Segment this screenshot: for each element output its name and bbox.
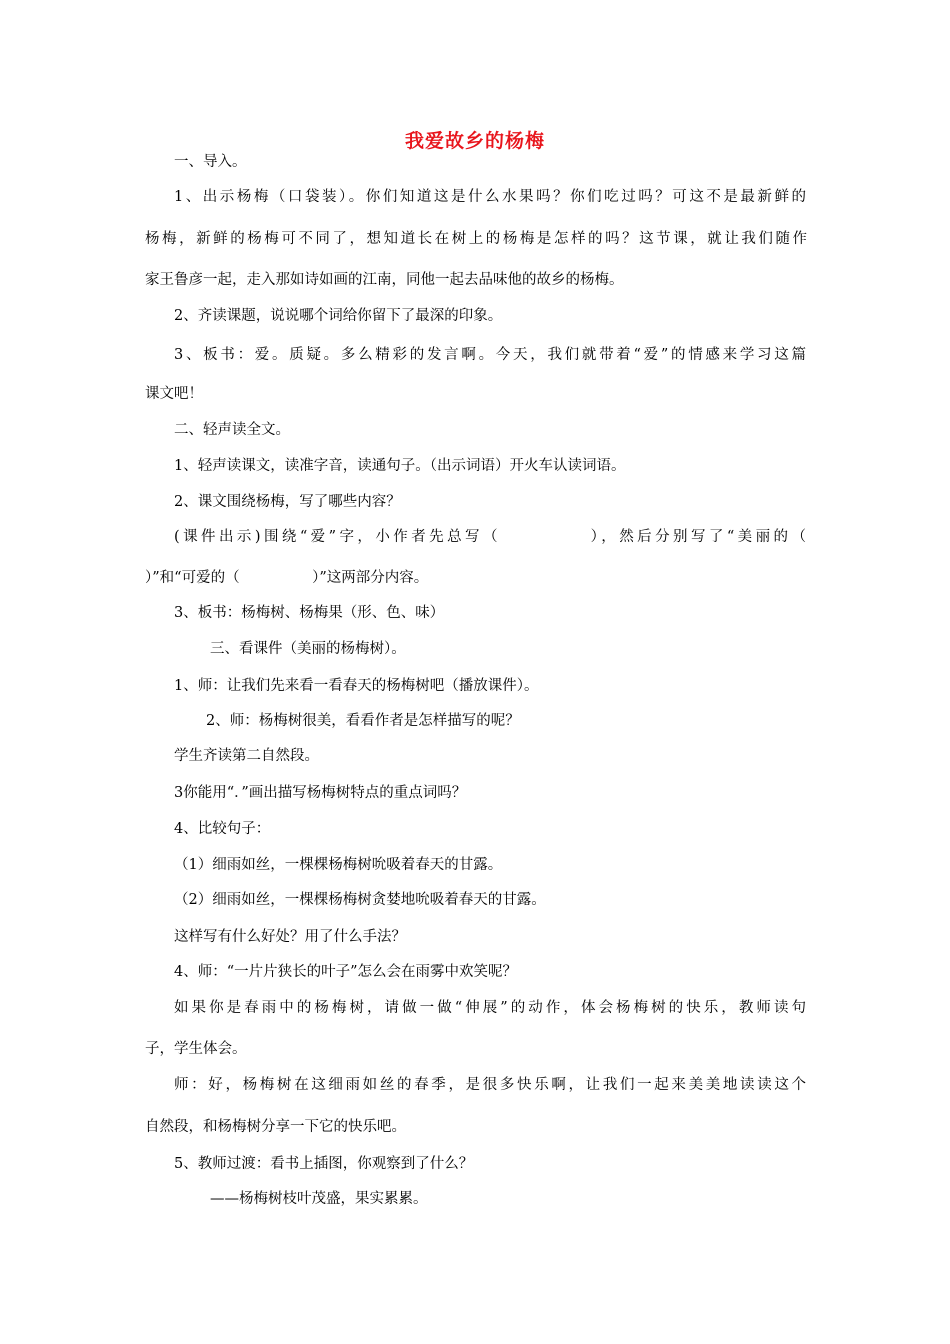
paragraph-line: 4、比较句子：: [174, 821, 271, 837]
paragraph-line: 3你能用“．”画出描写杨梅树特点的重点词吗？: [174, 785, 467, 801]
paragraph-line: 5、教师过渡：看书上插图，你观察到了什么？: [174, 1156, 474, 1172]
paragraph-line: 杨梅，新鲜的杨梅可不同了，想知道长在树上的杨梅是怎样的吗？这节课，就让我们随作: [145, 231, 807, 247]
paragraph-line: 2、齐读课题，说说哪个词给你留下了最深的印象。: [174, 308, 503, 324]
paragraph-line: 1、师：让我们先来看一看春天的杨梅树吧（播放课件）。: [174, 678, 539, 694]
section-heading-intro: 一、导入。: [174, 154, 247, 170]
section-heading-read: 二、轻声读全文。: [174, 422, 290, 438]
paragraph-line: 这样写有什么好处？用了什么手法？: [174, 929, 406, 945]
paragraph-line: 如果你是春雨中的杨梅树，请做一做“伸展”的动作，体会杨梅树的快乐，教师读句: [174, 1000, 806, 1016]
paragraph-line: （1）细雨如丝，一棵棵杨梅树吮吸着春天的甘露。: [174, 857, 503, 873]
paragraph-line: 课文吧！: [145, 386, 203, 402]
paragraph-line: 1、轻声读课文，读准字音，读通句子。（出示词语）开火车认读词语。: [174, 458, 626, 474]
section-heading-courseware: 三、看课件（美丽的杨梅树）。: [210, 641, 406, 657]
paragraph-line: 2、课文围绕杨梅，写了哪些内容？: [174, 494, 401, 510]
paragraph-line: ）”和“可爱的（ ）”这两部分内容。: [145, 570, 429, 586]
paragraph-line: 3、板书：杨梅树、杨梅果（形、色、味）: [174, 605, 445, 621]
paragraph-line: 3、板书：爱。质疑。多么精彩的发言啊。今天，我们就带着“爱”的情感来学习这篇: [174, 347, 806, 363]
paragraph-line: 师：好，杨梅树在这细雨如丝的春季，是很多快乐啊，让我们一起来美美地读读这个: [174, 1077, 806, 1093]
paragraph-line: 学生齐读第二自然段。: [174, 748, 319, 764]
paragraph-line: 4、师：“一片片狭长的叶子”怎么会在雨雾中欢笑呢？: [174, 964, 518, 980]
paragraph-line: (课件出示)围绕“爱”字，小作者先总写（ ），然后分别写了“美丽的（: [174, 529, 806, 545]
paragraph-line: 2、师：杨梅树很美，看看作者是怎样描写的呢？: [206, 713, 520, 729]
paragraph-line: 家王鲁彦一起，走入那如诗如画的江南，同他一起去品味他的故乡的杨梅。: [145, 272, 624, 288]
paragraph-line: ——杨梅树枝叶茂盛，果实累累。: [210, 1191, 428, 1207]
paragraph-line: 自然段，和杨梅树分享一下它的快乐吧。: [145, 1119, 406, 1135]
document-title: 我爱故乡的杨梅: [404, 130, 545, 152]
paragraph-line: 子，学生体会。: [145, 1041, 247, 1057]
paragraph-line: （2）细雨如丝，一棵棵杨梅树贪婪地吮吸着春天的甘露。: [174, 892, 546, 908]
paragraph-line: 1、出示杨梅（口袋装）。你们知道这是什么水果吗？你们吃过吗？可这不是最新鲜的: [174, 189, 806, 205]
